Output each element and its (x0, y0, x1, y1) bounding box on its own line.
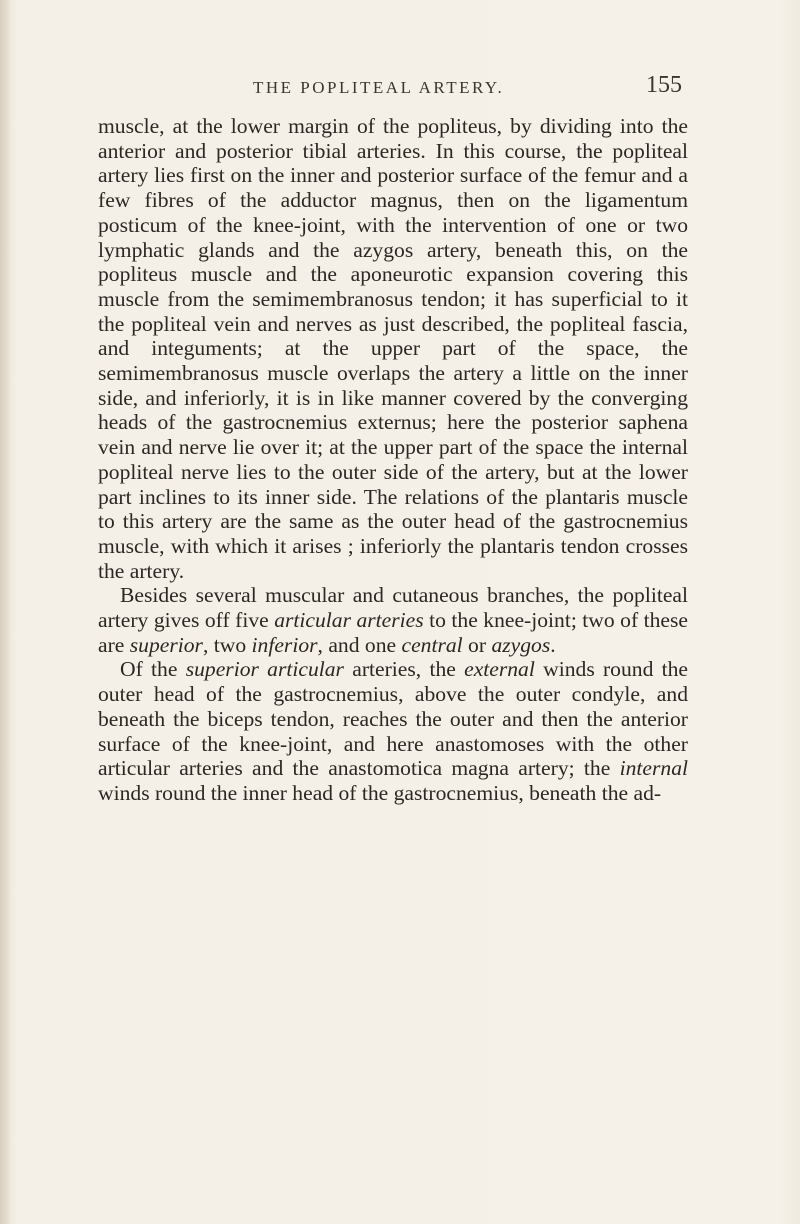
text-run: , and one (317, 632, 402, 657)
italic-term: superior articular (185, 657, 344, 682)
page-number: 155 (646, 72, 682, 98)
italic-term: central (401, 632, 463, 657)
text-run: winds round the outer head of the gastrocnemius, above the outer condyle, and beneath the biceps tendon, reaches the outer and then the anterior surface of the knee-joint, and here anastomoses with the other articular arteries and the anastomotica magna artery; the (98, 657, 689, 781)
paragraph (98, 114, 688, 583)
italic-term: inferior (251, 632, 318, 657)
page-gutter-shadow (0, 0, 12, 1224)
text-run: winds round the inner head of the gastrocnemius, beneath the ad- (98, 780, 662, 805)
text-run: , two (202, 632, 252, 657)
text-run: Besides several muscular and cutaneous branches, the popliteal artery gives off five (98, 583, 688, 633)
running-header (140, 72, 700, 108)
italic-term: articular arteries (274, 608, 424, 633)
italic-term: external (464, 657, 535, 682)
text-run: muscle, at the lower margin of the popliteus, by dividing into the anterior and posterior tibial arteries. In this course, the popliteal artery lies first on the inner and posterior surface of the femur and a few fibres of the adductor magnus, then on the ligamentum posticum of the knee-joint, with the intervention of one or two lymphatic glands and the azygos artery, beneath this, on the popliteus muscle and the aponeurotic expansion covering this muscle from the semimembranosus tendon; it has superficial to it the popliteal vein and nerves as just described, the popliteal fascia, and integuments; at the upper part of the space, the semimembranosus muscle overlaps the artery a little on the inner side, and inferiorly, it is in like manner covered by the converging heads of the gastrocnemius externus; here the posterior saphena vein and nerve lie over it; at the upper part of the space the internal popliteal nerve lies to the outer side of the artery, but at the lower part inclines to its inner side. The relations of the plantaris muscle to this artery are the same as the outer head of the gastrocnemius muscle, with which it arises ; inferiorly the plantaris tendon crosses the artery. (98, 114, 688, 583)
italic-term: internal (619, 756, 688, 781)
paragraph (98, 583, 688, 657)
running-title: THE POPLITEAL ARTERY. (253, 78, 505, 97)
text-run: Of the (120, 657, 186, 682)
text-run: arteries, the (343, 657, 465, 682)
italic-term: azygos (491, 632, 551, 657)
text-run: . (550, 632, 556, 657)
body-text (98, 114, 688, 806)
italic-term: superior (129, 632, 203, 657)
paragraph (98, 657, 688, 805)
text-run: or (462, 632, 492, 657)
text-run: to the knee-joint; two of these are (98, 608, 689, 657)
